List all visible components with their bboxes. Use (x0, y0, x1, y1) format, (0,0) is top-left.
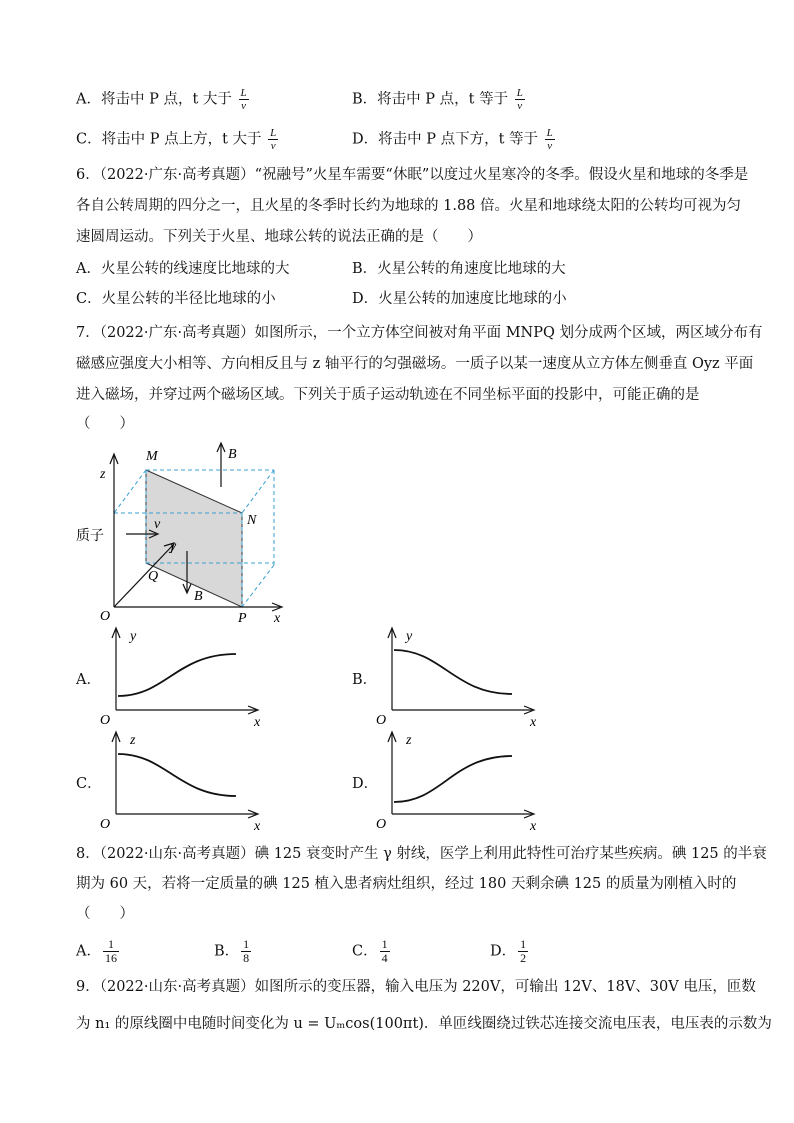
q5-option-d[interactable]: D．将击中 P 点下方，t 等于 $\frac{L}{v}$ (352, 127, 553, 152)
q7-option-b-graph[interactable] (372, 622, 552, 732)
q9-line-2: 为 n₁ 的原线圈中电随时间变化为 u = Uₘcos(100πt)．单匝线圈绕过铁芯连接交流电压表，电压表的示数为 (76, 1016, 772, 1032)
svg-text:z: z (406, 733, 412, 748)
svg-text:O: O (376, 713, 387, 728)
q8-option-a[interactable]: A． $\frac{1}{16}$ (76, 937, 117, 965)
q6-option-d[interactable]: D．火星公转的加速度比地球的小 (352, 291, 567, 307)
svg-text:z: z (130, 733, 136, 748)
q6-option-b[interactable]: B．火星公转的角速度比地球的大 (352, 261, 566, 277)
label-b-bottom: B (194, 589, 203, 604)
q5-option-b[interactable]: B．将击中 P 点，t 等于 $\frac{L}{v}$ (352, 87, 523, 112)
cube-figure (70, 440, 300, 630)
q6-line-3: 速圆周运动。下列关于火星、地球公转的说法正确的是（ ） (76, 229, 482, 245)
fraction: $\frac{L}{v}$ (546, 127, 553, 152)
label-q: Q (148, 569, 159, 584)
label-m: M (146, 449, 158, 464)
q7-line-2: 磁感应强度大小相等、方向相反且与 z 轴平行的匀强磁场。一质子以某一速度从立方体左侧垂直 Oyz 平面 (76, 356, 754, 372)
q7-option-c-graph[interactable] (96, 726, 276, 836)
q8-line-3: （ ） (76, 906, 134, 922)
svg-text:O: O (100, 817, 111, 832)
svg-text:x: x (530, 819, 537, 834)
q7-line-1: 7．（2022·广东·高考真题）如图所示，一个立方体空间被对角平面 MNPQ 划分成两个区域，两区域分布有 (76, 325, 763, 341)
q8-option-b[interactable]: B． $\frac{1}{8}$ (214, 937, 250, 965)
q5-option-a[interactable]: A．将击中 P 点，t 大于 $\frac{L}{v}$ (76, 87, 247, 112)
label-v: v (154, 517, 161, 532)
fraction: $\frac{L}{v}$ (516, 87, 523, 112)
label-z: z (100, 467, 106, 482)
q7-option-b-label[interactable]: B． (352, 672, 378, 688)
label-n: N (247, 513, 257, 528)
label-p: P (238, 611, 247, 626)
q6-option-c[interactable]: C．火星公转的半径比地球的小 (76, 291, 276, 307)
label-proton: 质子 (76, 529, 104, 544)
label-x: x (274, 611, 281, 626)
svg-text:O: O (376, 817, 387, 832)
q7-line-3: 进入磁场，并穿过两个磁场区域。下列关于质子运动轨迹在不同坐标平面的投影中，可能正确的是 (76, 387, 700, 403)
svg-text:y: y (406, 629, 413, 644)
svg-text:x: x (254, 715, 261, 730)
q7-option-c-label[interactable]: C． (76, 776, 102, 792)
q7-option-a-label[interactable]: A． (76, 672, 101, 688)
q9-line-1: 9．（2022·山东·高考真题）如图所示的变压器，输入电压为 220V，可输出 12V、18V、30V 电压，匝数 (76, 979, 756, 995)
q8-option-d[interactable]: D． $\frac{1}{2}$ (490, 937, 527, 965)
q6-line-2: 各自公转周期的四分之一，且火星的冬季时长约为地球的 1.88 倍。火星和地球绕太阳的公转均可视为匀 (76, 198, 741, 214)
q7-option-d-graph[interactable] (372, 726, 552, 836)
svg-text:x: x (530, 715, 537, 730)
q8-option-c[interactable]: C． $\frac{1}{4}$ (352, 937, 388, 965)
plane-mnpq (146, 470, 242, 607)
label-o: O (100, 609, 111, 624)
fraction: $\frac{L}{v}$ (240, 87, 247, 112)
label-y: y (170, 539, 177, 554)
q8-line-2: 期为 60 天，若将一定质量的碘 125 植入患者病灶组织，经过 180 天剩余碘 125 的质量为刚植入时的 (76, 876, 737, 892)
q7-line-4: （ ） (76, 416, 134, 432)
svg-text:x: x (254, 819, 261, 834)
q8-line-1: 8．（2022·山东·高考真题）碘 125 衰变时产生 γ 射线，医学上利用此特性可治疗某些疾病。碘 125 的半衰 (76, 846, 767, 862)
label-b-top: B (228, 447, 237, 462)
svg-text:O: O (100, 713, 111, 728)
q5-option-c[interactable]: C．将击中 P 点上方，t 大于 $\frac{L}{v}$ (76, 127, 277, 152)
q6-option-a[interactable]: A．火星公转的线速度比地球的大 (76, 261, 290, 277)
q7-option-d-label[interactable]: D． (352, 776, 379, 792)
svg-text:y: y (130, 629, 137, 644)
q6-line-1: 6．（2022·广东·高考真题）“祝融号”火星车需要“休眠”以度过火星寒冷的冬季。假设火星和地球的冬季是 (76, 167, 749, 183)
fraction: $\frac{L}{v}$ (270, 127, 277, 152)
q7-option-a-graph[interactable] (96, 622, 276, 732)
